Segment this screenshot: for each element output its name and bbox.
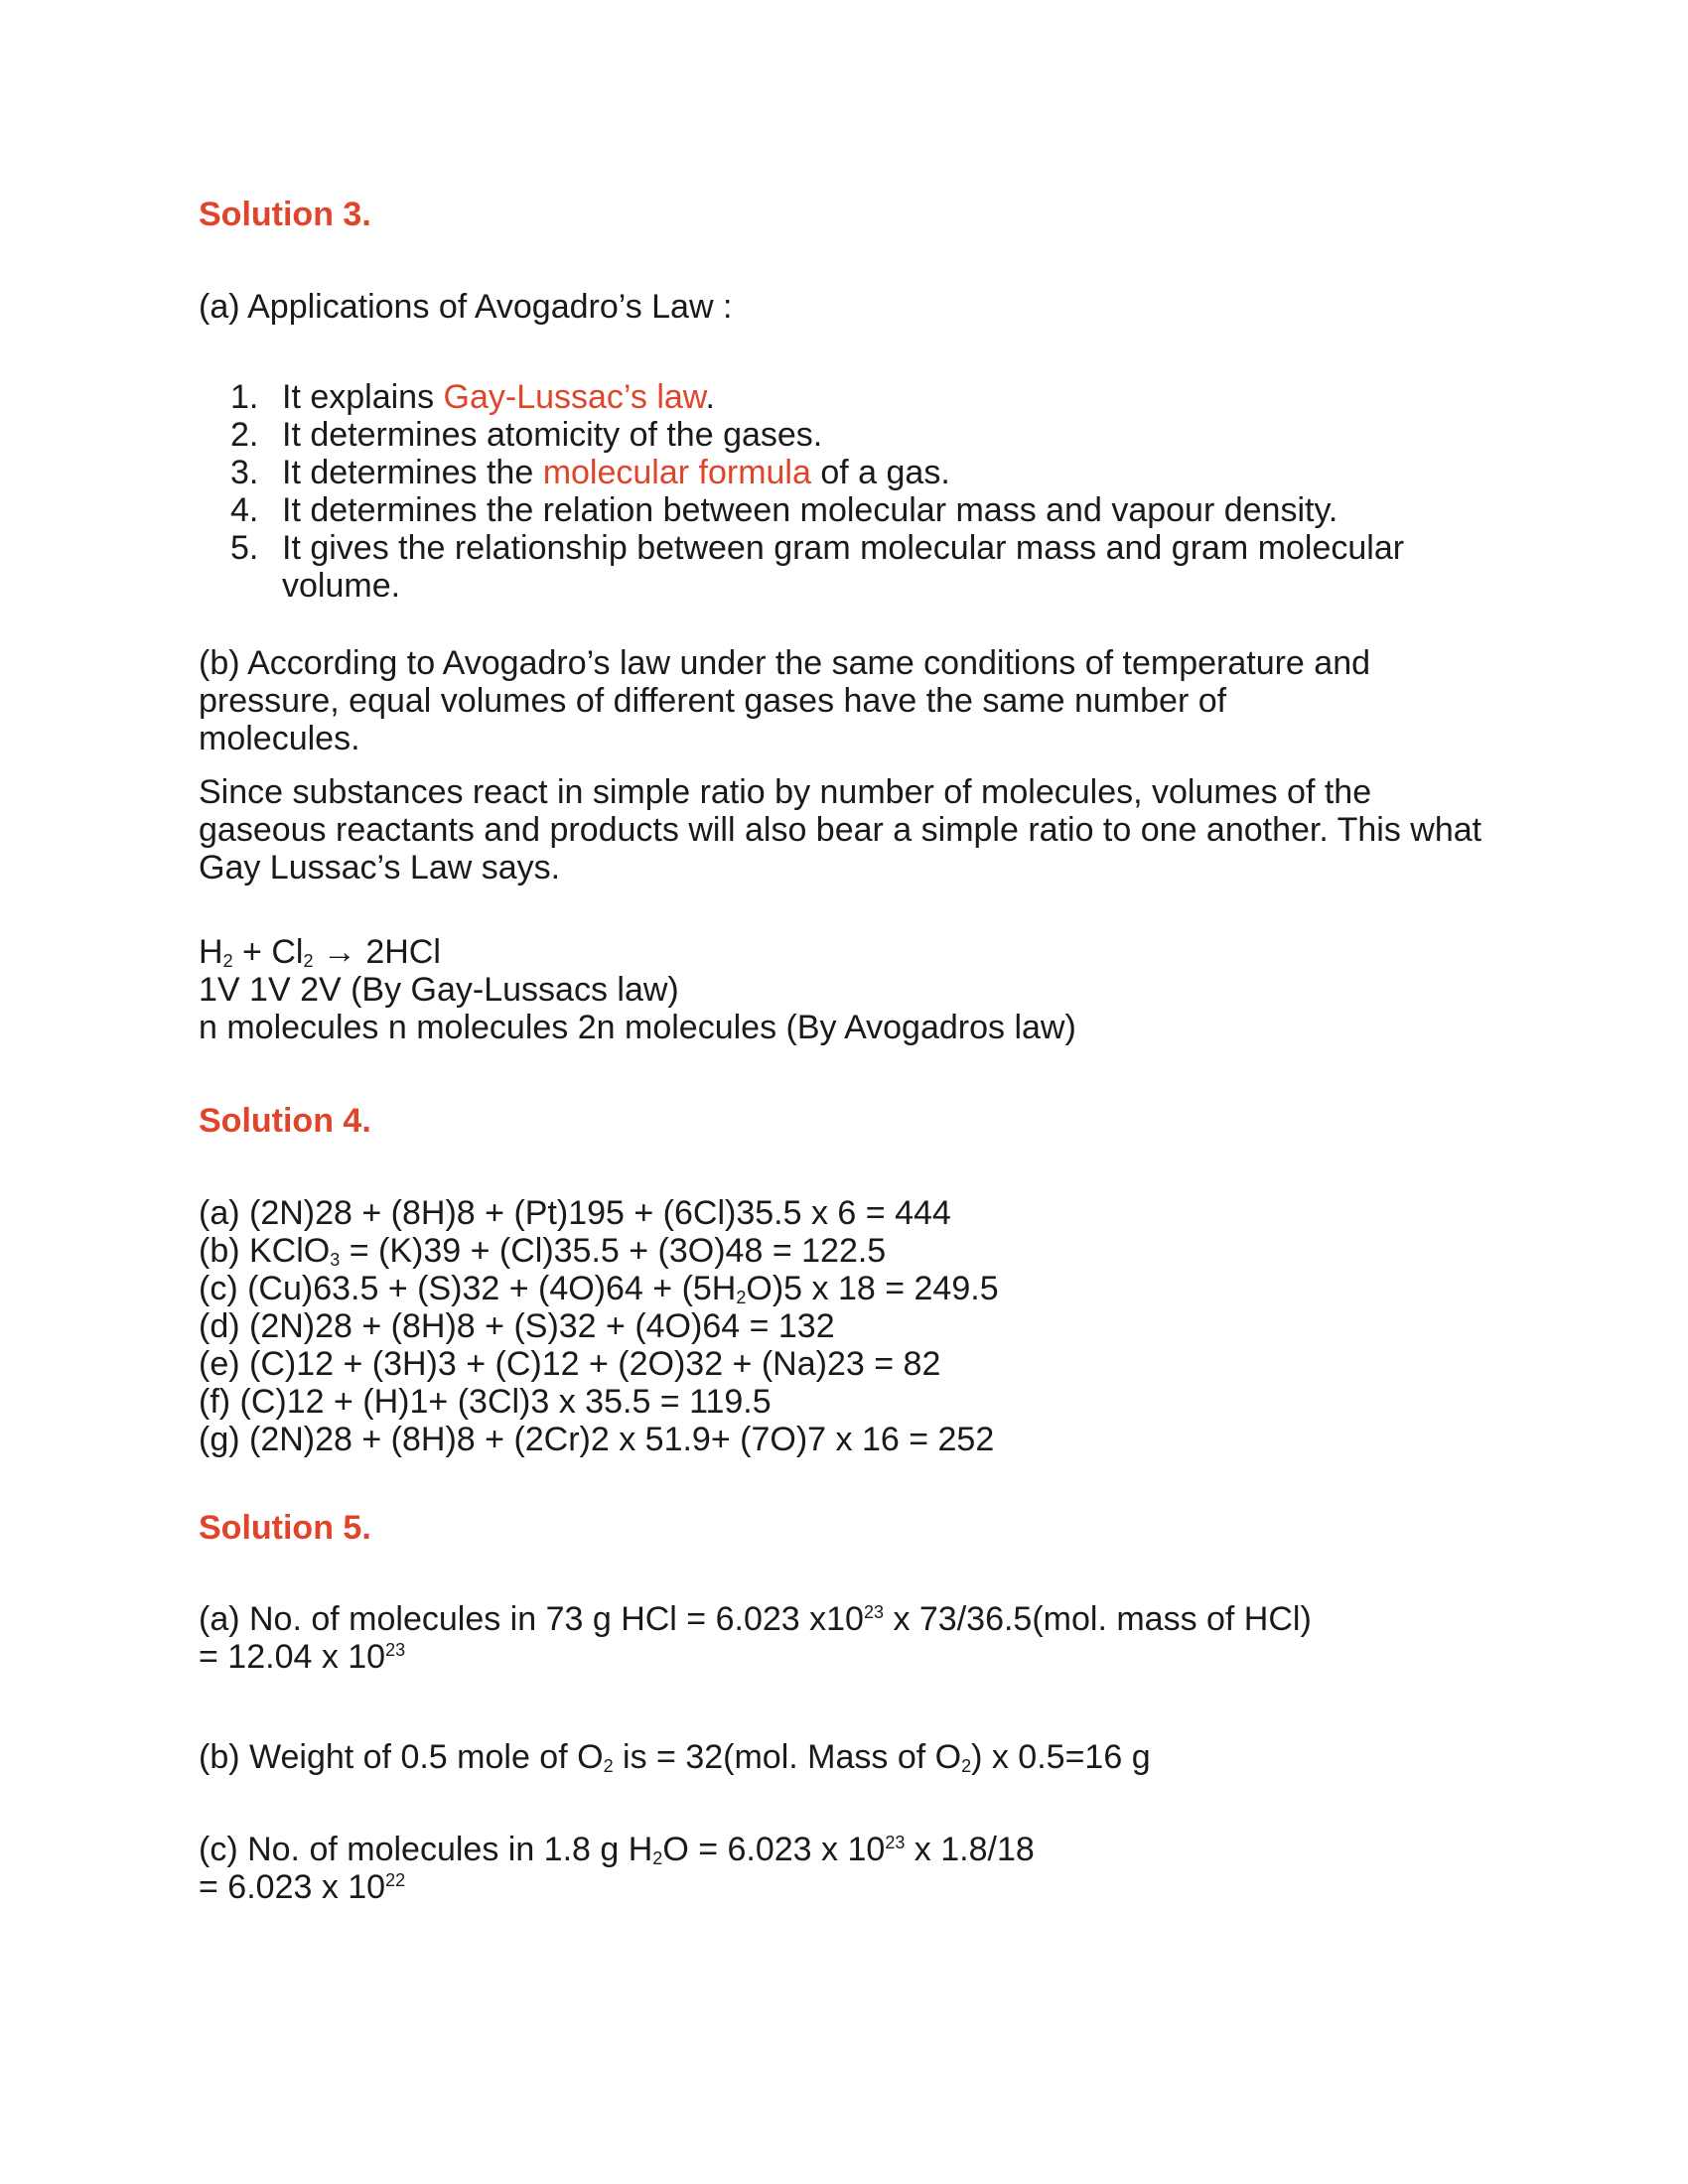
calculation-line-b — [199, 1232, 1509, 1270]
solution-5-heading: Solution 5. — [199, 1509, 371, 1547]
line-b-post: = (K)39 + (Cl)35.5 + (3O)48 = 122.5 — [340, 1232, 887, 1270]
gay-lussac-law-link[interactable]: Gay-Lussac’s law — [443, 378, 706, 416]
part-b-text-2: Since substances react in simple ratio by number of molecules, volumes of the gaseous reactants and products will also bear a simple ratio to one another. This what Gay Lussac’s Law says. — [199, 773, 1482, 887]
part-a-exponent: 23 — [863, 1602, 884, 1622]
part-b-pre: (b) Weight of 0.5 mole of O — [199, 1738, 604, 1776]
equation-h: H — [199, 933, 223, 971]
part-c-result-exponent: 22 — [385, 1870, 406, 1890]
part-c-post: x 1.8/18 — [905, 1831, 1035, 1868]
solution-5-part-c — [199, 1831, 1509, 1906]
solution-3-part-a-intro — [199, 288, 1509, 326]
equation-h-subscript: 2 — [222, 951, 233, 971]
part-a-post: x 73/36.5(mol. mass of HCl) — [884, 1600, 1312, 1638]
part-b-post: ) x 0.5=16 g — [971, 1738, 1151, 1776]
part-c-exponent: 23 — [885, 1833, 906, 1852]
part-c-pre: (c) No. of molecules in 1.8 g H — [199, 1831, 653, 1868]
list-number: 2. — [230, 416, 259, 454]
list-item — [199, 378, 1440, 416]
part-a-result-pre: = 12.04 x 10 — [199, 1638, 386, 1676]
calculation-line-g: (g) (2N)28 + (8H)8 + (2Cr)2 x 51.9+ (7O)7 x 16 = 252 — [199, 1421, 995, 1458]
solution-5-part-b — [199, 1738, 1509, 1776]
solution-3-part-b-paragraph-1 — [199, 644, 1370, 757]
list-number: 5. — [230, 529, 259, 567]
list-item-text: It determines the relation between molecular mass and vapour density. — [282, 491, 1338, 529]
list-number: 4. — [230, 491, 259, 529]
molecular-formula-link[interactable]: molecular formula — [542, 454, 811, 491]
molecules-line: n molecules n molecules 2n molecules (By Avogadros law) — [199, 1009, 1076, 1046]
part-b-text: (b) According to Avogadro’s law under the same conditions of temperature and pressure, equal volumes of different gases have the same number of molecules. — [199, 644, 1371, 757]
part-a-pre: (a) No. of molecules in 73 g HCl = 6.023 x10 — [199, 1600, 864, 1638]
solution-5-part-a — [199, 1600, 1509, 1676]
solution-4-heading: Solution 4. — [199, 1102, 371, 1140]
part-b-mid: is = 32(mol. Mass of O — [613, 1738, 962, 1776]
part-a-result — [199, 1638, 1509, 1676]
list-number: 3. — [230, 454, 259, 491]
part-c-subscript: 2 — [652, 1848, 663, 1868]
list-item — [199, 454, 1440, 491]
list-item-text: It determines atomicity of the gases. — [282, 416, 823, 454]
part-b-line — [199, 1738, 1509, 1776]
reaction-equation — [199, 933, 1509, 971]
solution-4-calculations — [199, 1194, 1509, 1458]
part-b-subscript-1: 2 — [603, 1756, 614, 1776]
volumes-line: 1V 1V 2V (By Gay-Lussacs law) — [199, 971, 679, 1009]
line-c-post: O)5 x 18 = 249.5 — [746, 1270, 999, 1307]
part-c-result-pre: = 6.023 x 10 — [199, 1868, 386, 1906]
line-c-subscript: 2 — [736, 1288, 747, 1307]
part-a-line — [199, 1600, 1509, 1638]
equation-cl: + Cl — [232, 933, 304, 971]
part-a-result-exponent: 23 — [385, 1640, 406, 1660]
line-b-pre: (b) KClO — [199, 1232, 331, 1270]
part-a-intro-text: (a) Applications of Avogadro’s Law : — [199, 288, 733, 326]
part-c-mid: O = 6.023 x 10 — [662, 1831, 886, 1868]
list-number: 1. — [230, 378, 259, 416]
list-item-text-end: . — [705, 378, 715, 416]
solution-3-heading: Solution 3. — [199, 196, 371, 233]
part-c-line — [199, 1831, 1509, 1868]
calculation-line-c — [199, 1270, 1509, 1307]
document-page — [199, 0, 1509, 2184]
calculation-line-e: (e) (C)12 + (3H)3 + (C)12 + (2O)32 + (Na)23 = 82 — [199, 1345, 941, 1383]
calculation-line-f: (f) (C)12 + (H)1+ (3Cl)3 x 35.5 = 119.5 — [199, 1383, 772, 1421]
line-c-pre: (c) (Cu)63.5 + (S)32 + (4O)64 + (5H — [199, 1270, 737, 1307]
list-item-text: It explains — [282, 378, 444, 416]
equation-cl-subscript: 2 — [303, 951, 314, 971]
equation-product: → 2HCl — [313, 933, 441, 971]
list-item — [199, 491, 1440, 529]
solution-3-part-b-paragraph-2 — [199, 773, 1489, 887]
calculation-line-a: (a) (2N)28 + (8H)8 + (Pt)195 + (6Cl)35.5 x 6 = 444 — [199, 1194, 951, 1232]
part-c-result — [199, 1868, 1509, 1906]
list-item-text: It gives the relationship between gram molecular mass and gram molecular volume. — [282, 529, 1405, 605]
list-item-text: It determines the — [282, 454, 543, 491]
calculation-line-d: (d) (2N)28 + (8H)8 + (S)32 + (4O)64 = 132 — [199, 1307, 835, 1345]
list-item-text-end: of a gas. — [810, 454, 950, 491]
reaction-equation-block — [199, 933, 1509, 1046]
applications-list — [199, 378, 1440, 605]
list-item — [199, 529, 1440, 605]
list-item — [199, 416, 1440, 454]
line-b-subscript: 3 — [330, 1250, 341, 1270]
part-b-subscript-2: 2 — [961, 1756, 972, 1776]
